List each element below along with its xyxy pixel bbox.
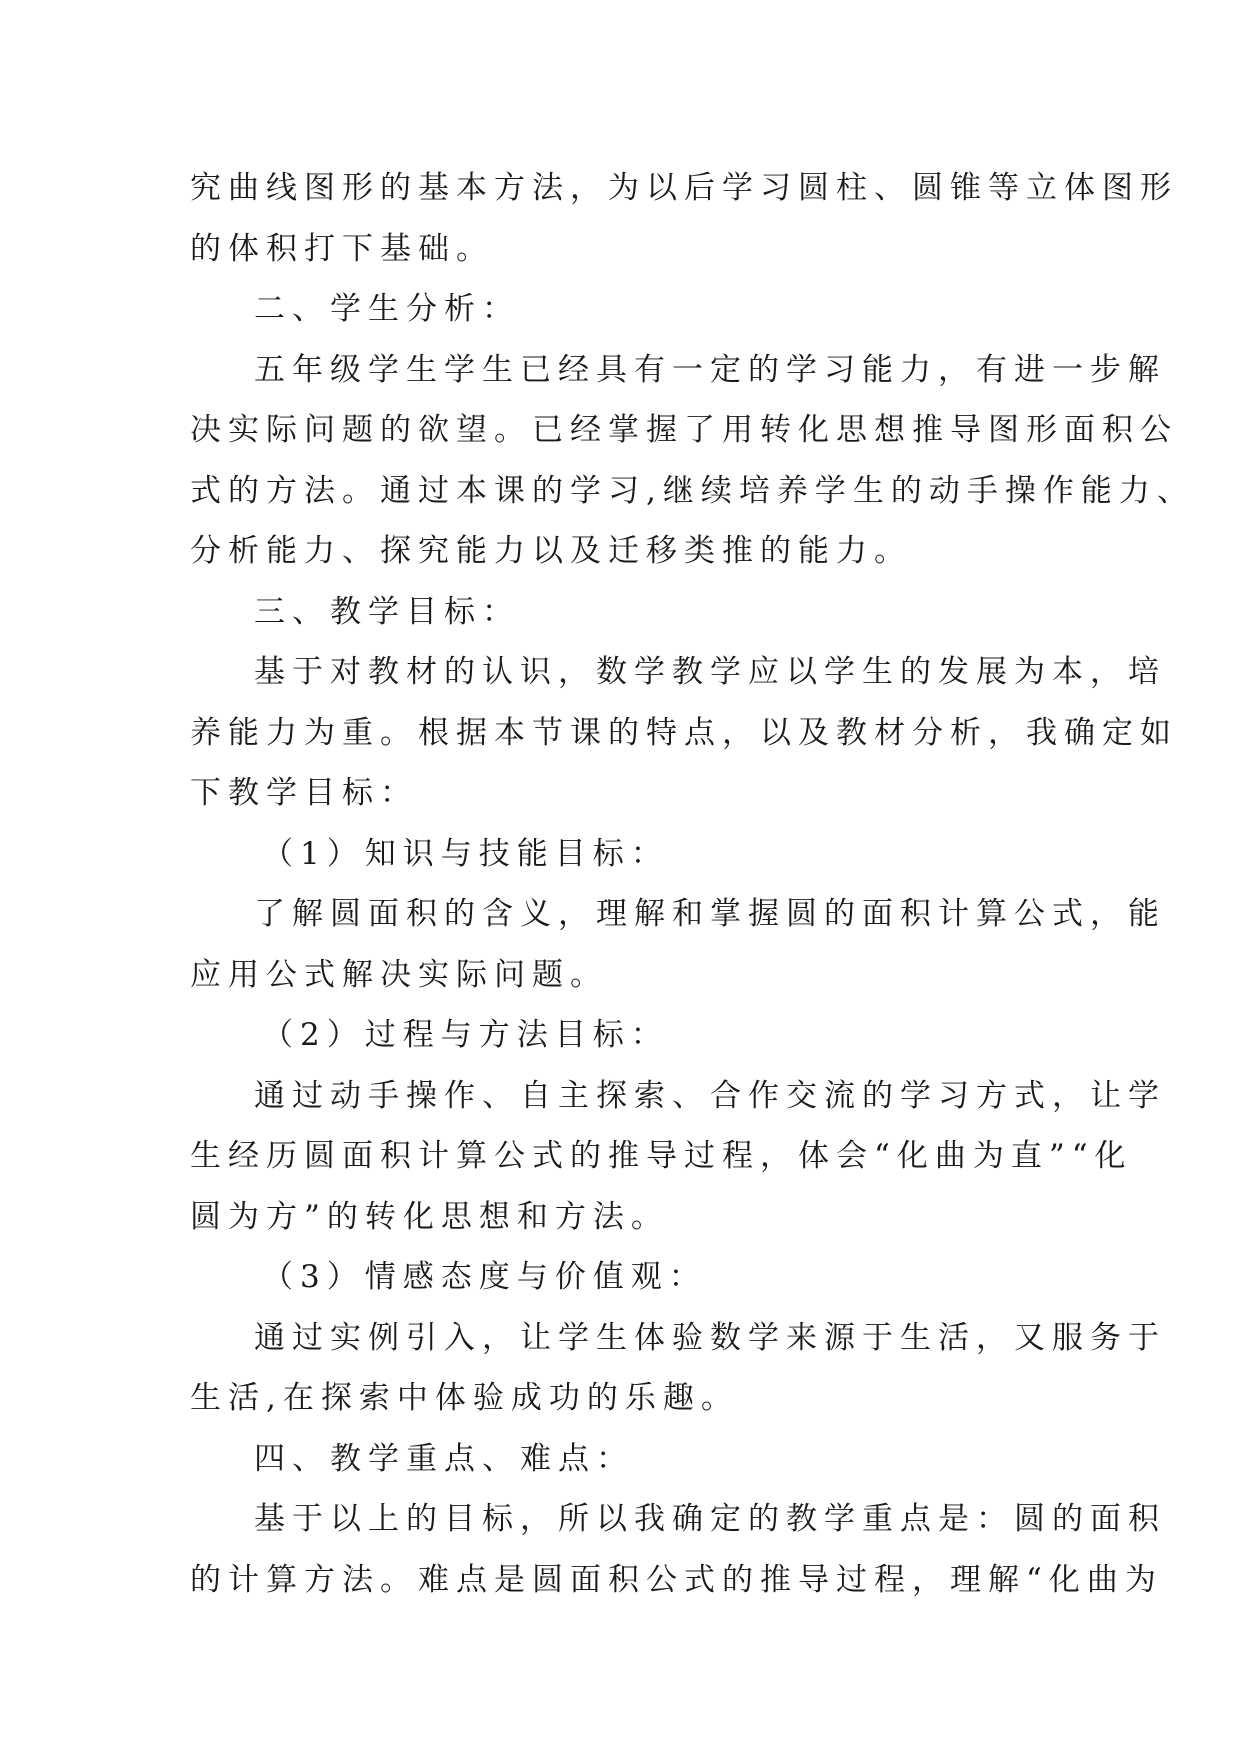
text-line: 圆为方”的转化思想和方法。 [190, 1198, 669, 1235]
text-line: 分析能力、探究能力以及迁移类推的能力。 [190, 533, 912, 569]
text-line: 式的方法。通过本课的学习,继续培养学生的动手操作能力、 [190, 472, 1195, 509]
text-line: 应用公式解决实际问题。 [190, 956, 608, 993]
text-line: 了解圆面积的含义，理解和掌握圆的面积计算公式，能 [254, 896, 1166, 932]
text-line: 下教学目标： [190, 775, 418, 811]
text-line: 生活,在探索中体验成功的乐趣。 [190, 1380, 739, 1416]
text-line: 的体积打下基础。 [190, 230, 494, 267]
text-line: 四、教学重点、难点： [254, 1440, 634, 1477]
text-line: 二、学生分析： [254, 291, 520, 327]
text-line: 决实际问题的欲望。已经掌握了用转化思想推导图形面积公 [190, 412, 1178, 448]
text-line: 究曲线图形的基本方法，为以后学习圆柱、圆锥等立体图形 [190, 170, 1178, 206]
text-line: 生经历圆面积计算公式的推导过程，体会“化曲为直”“化 [190, 1138, 1133, 1174]
text-line: （2）过程与方法目标： [262, 1017, 669, 1053]
text-line: 基于以上的目标，所以我确定的教学重点是：圆的面积 [254, 1501, 1166, 1537]
text-line: 养能力为重。根据本节课的特点，以及教材分析，我确定如 [190, 714, 1178, 751]
text-line: 五年级学生学生已经具有一定的学习能力，有进一步解 [254, 351, 1166, 388]
text-line: 基于对教材的认识，数学教学应以学生的发展为本，培 [254, 654, 1166, 690]
text-line: 通过实例引入，让学生体验数学来源于生活，又服务于 [254, 1319, 1166, 1356]
text-line: 三、教学目标： [254, 593, 520, 630]
text-line: （1）知识与技能目标： [262, 835, 669, 872]
text-line: 通过动手操作、自主探索、合作交流的学习方式，让学 [254, 1077, 1166, 1114]
text-line: （3）情感态度与价值观： [262, 1259, 707, 1295]
text-line: 的计算方法。难点是圆面积公式的推导过程，理解“化曲为 [190, 1561, 1163, 1598]
document-body [190, 158, 1195, 1610]
